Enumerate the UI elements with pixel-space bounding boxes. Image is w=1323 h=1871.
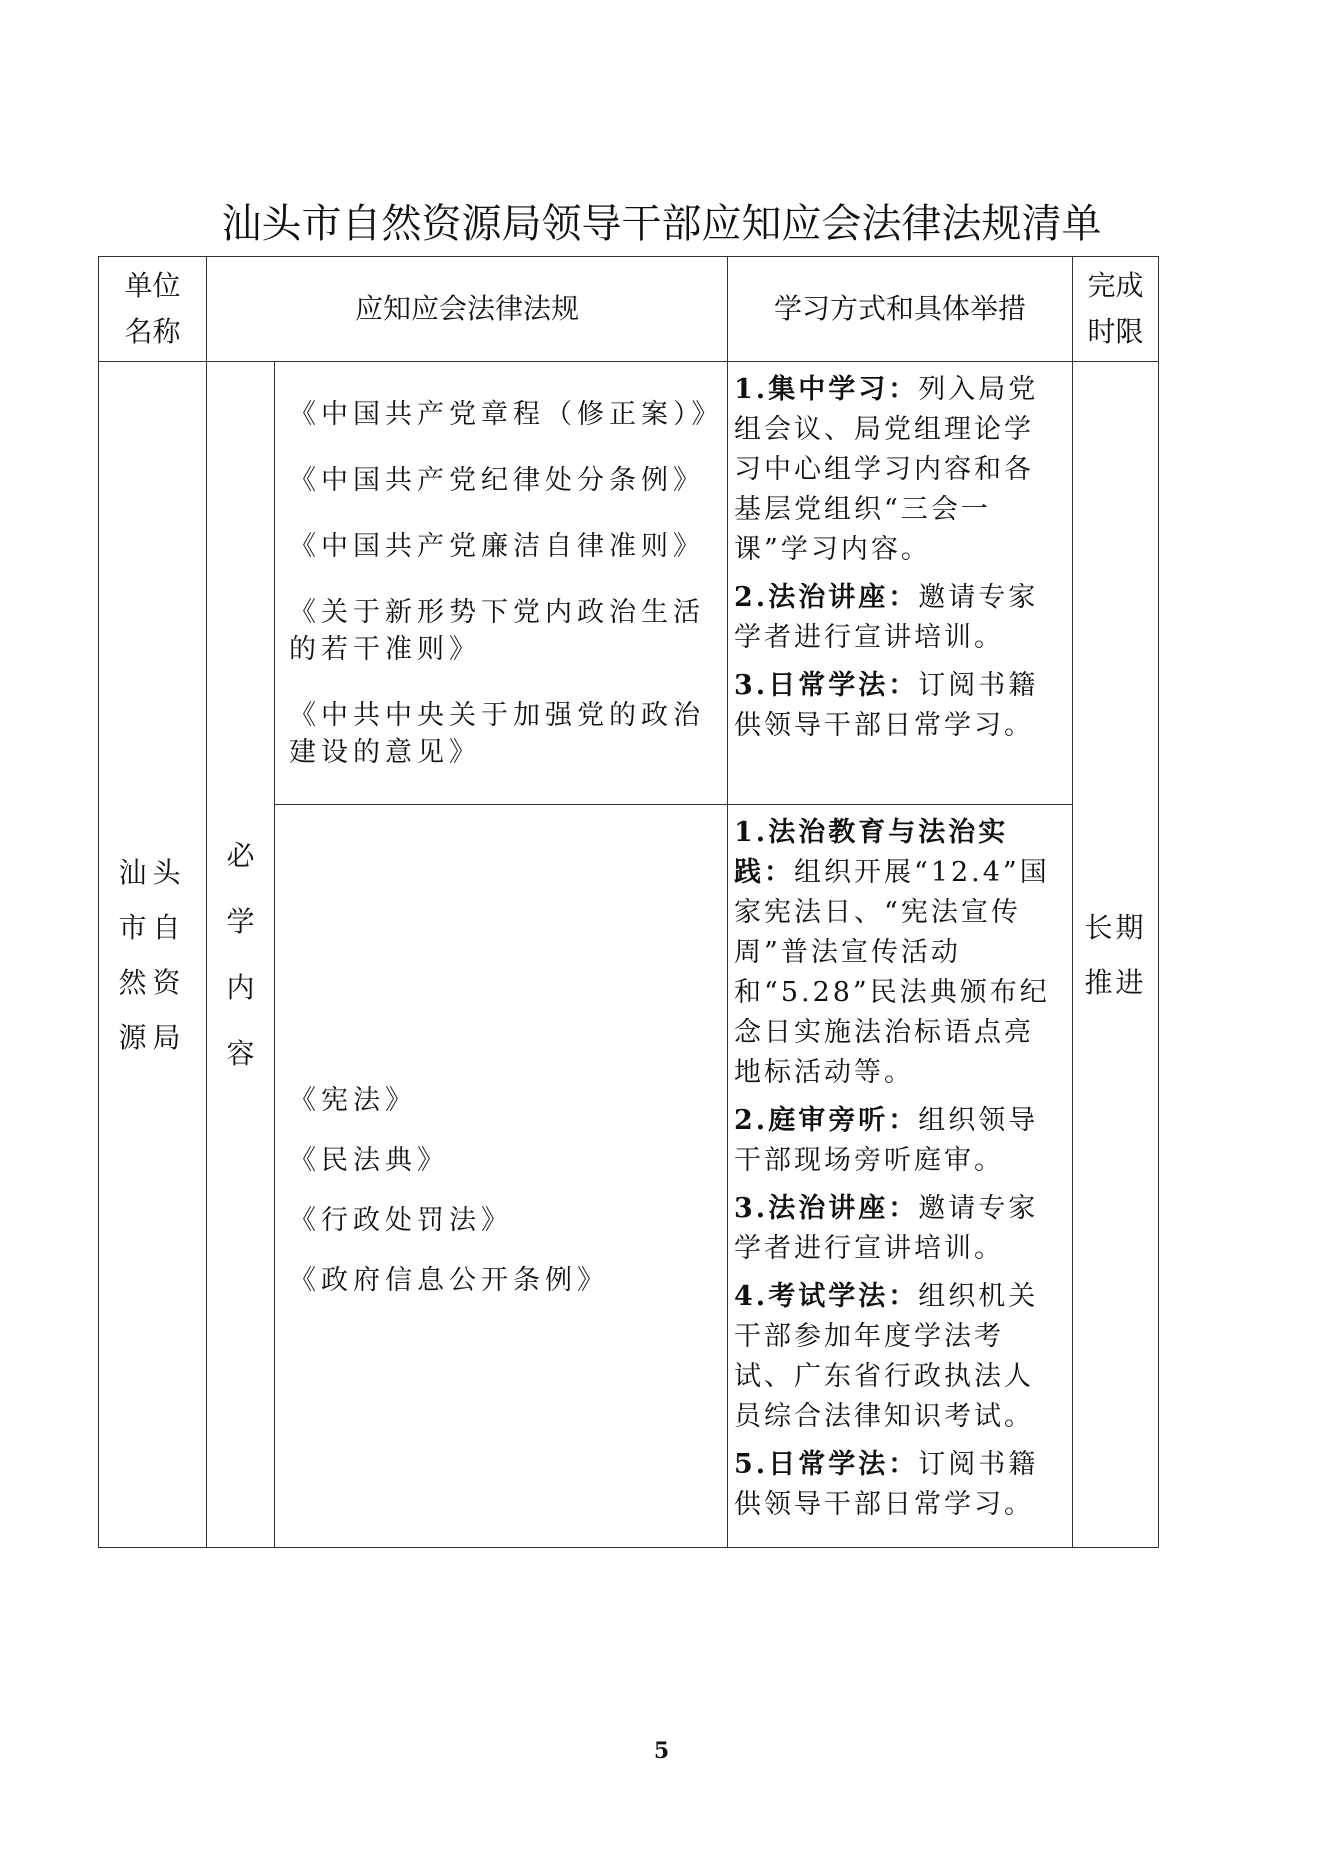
- method-label: 2.庭审旁听：: [734, 1105, 919, 1136]
- method-item: [734, 370, 1062, 570]
- method-item: [734, 1101, 1062, 1181]
- header-text: 单位: [124, 269, 181, 302]
- category-char: 必: [226, 838, 255, 872]
- deadline-line: 推进: [1084, 965, 1147, 999]
- law-item: 《中国共产党廉洁自律准则》: [289, 530, 705, 562]
- law-list-table: [98, 256, 1159, 1548]
- method-text: 订阅书籍供领导干部日常学习。: [734, 670, 1039, 741]
- method-text: 订阅书籍供领导干部日常学习。: [734, 1449, 1039, 1520]
- method-text: 邀请专家学者进行宣讲培训。: [734, 582, 1039, 653]
- law-item: 《中国共产党章程（修正案）》: [289, 398, 724, 430]
- method-text: 组织开展“12.4”国家宪法日、“宪法宣传周”普法宣传活动和“5.28”民法典颁布纪念日实施法治标语点亮地标活动等。: [734, 857, 1050, 1088]
- law-item: 《宪法》: [289, 1085, 417, 1116]
- method-item: [734, 1189, 1062, 1269]
- methods-cell: [728, 362, 1073, 805]
- method-text: 组织领导干部现场旁听庭审。: [734, 1105, 1039, 1176]
- method-label: 2.法治讲座：: [734, 582, 919, 613]
- method-label: 4.考试学法：: [734, 1281, 919, 1312]
- header-deadline: [1073, 257, 1159, 362]
- page-number: 5: [653, 1738, 670, 1764]
- category-char: 学: [226, 904, 255, 938]
- law-item: 《行政处罚法》: [289, 1205, 513, 1236]
- header-text: 名称: [124, 315, 181, 348]
- category-char: 容: [226, 1036, 255, 1070]
- deadline-cell: [1073, 362, 1159, 1548]
- unit-name-line: 市自: [118, 910, 187, 944]
- method-item: [734, 666, 1062, 746]
- header-text: 时限: [1087, 315, 1144, 348]
- method-text: 列入局党组会议、局党组理论学习中心组学习内容和各基层党组织“三会一课”学习内容。: [734, 374, 1039, 565]
- method-item: [734, 578, 1062, 658]
- unit-name-line: 汕头: [118, 855, 187, 889]
- unit-name-cell: [99, 362, 207, 1548]
- law-item: 《中国共产党纪律处分条例》: [289, 464, 705, 496]
- deadline-line: 长期: [1084, 910, 1147, 944]
- method-item: [734, 1277, 1062, 1437]
- unit-name-line: 然资: [118, 965, 187, 999]
- method-label: 1.法治教育与法治实践：: [734, 817, 1009, 888]
- document-title: 汕头市自然资源局领导干部应知应会法律法规清单: [221, 201, 1102, 247]
- law-item: 《民法典》: [289, 1145, 449, 1176]
- method-label: 3.法治讲座：: [734, 1193, 919, 1224]
- law-item: 《中共中央关于加强党的政治 建设的意见》: [289, 699, 705, 768]
- laws-cell: [275, 362, 728, 805]
- table-row: [99, 362, 1159, 805]
- method-label: 5.日常学法：: [734, 1449, 919, 1480]
- method-item: [734, 813, 1062, 1093]
- methods-cell: [728, 805, 1073, 1548]
- method-item: [734, 1445, 1062, 1525]
- law-item: 《政府信息公开条例》: [289, 1265, 609, 1296]
- method-text: 邀请专家学者进行宣讲培训。: [734, 1193, 1039, 1264]
- laws-cell: [275, 805, 728, 1548]
- unit-name-line: 源局: [118, 1020, 187, 1054]
- header-laws: 应知应会法律法规: [207, 257, 728, 362]
- method-label: 1.集中学习：: [734, 374, 919, 405]
- method-label: 3.日常学法：: [734, 670, 919, 701]
- method-text: 组织机关干部参加年度学法考试、广东省行政执法人员综合法律知识考试。: [734, 1281, 1039, 1432]
- law-item: 《关于新形势下党内政治生活的若干准则》: [289, 596, 705, 665]
- category-cell: [207, 362, 275, 1548]
- header-row: [99, 257, 1159, 362]
- category-char: 内: [226, 970, 255, 1004]
- header-unit-name: [99, 257, 207, 362]
- header-methods: 学习方式和具体举措: [728, 257, 1073, 362]
- header-text: 完成: [1087, 269, 1144, 302]
